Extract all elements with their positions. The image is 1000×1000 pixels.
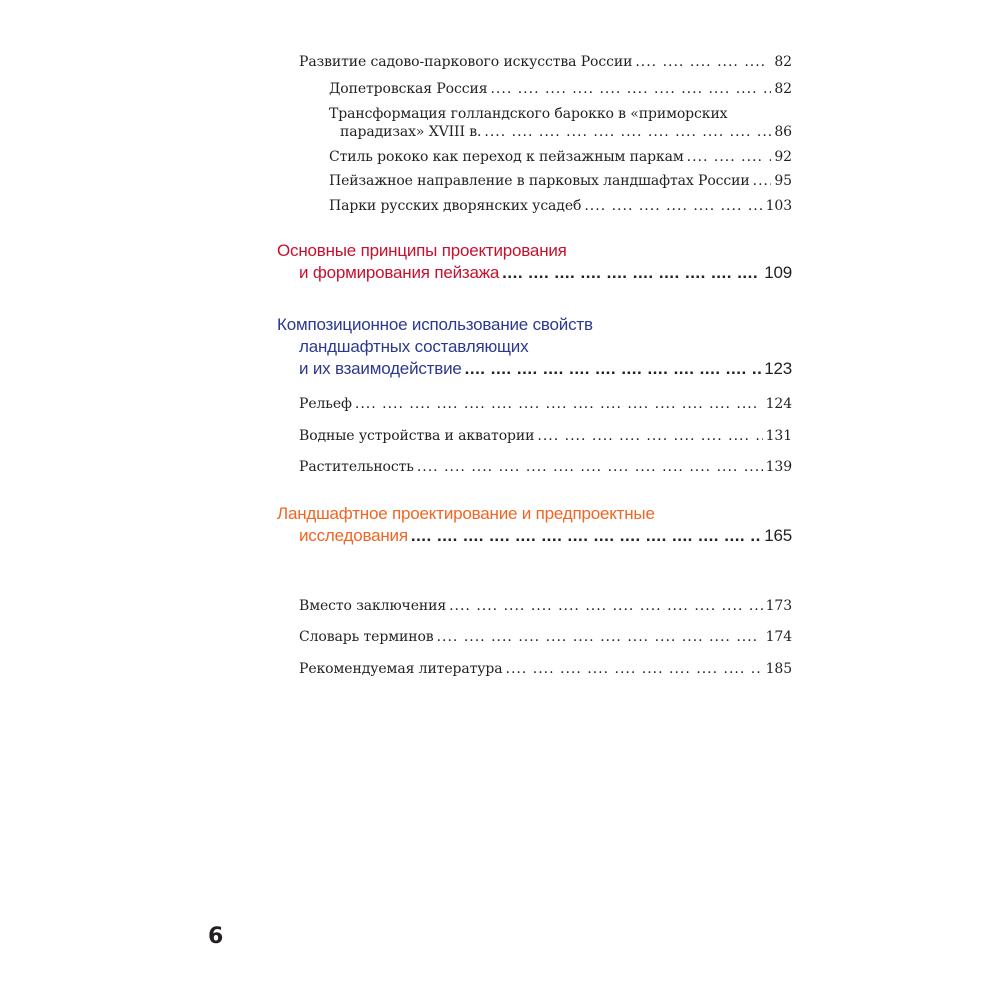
toc-entry-dutch-baroque-line1: Трансформация голландского барокко в «приморских bbox=[329, 106, 728, 122]
toc-chapter-design-principles bbox=[299, 263, 792, 283]
toc-chapter-page: 123 bbox=[764, 359, 792, 378]
toc-entry-relief bbox=[299, 396, 792, 412]
toc-leader-dots bbox=[490, 81, 771, 97]
toc-entry-conclusion bbox=[299, 598, 792, 614]
toc-entry-page: 92 bbox=[774, 149, 792, 165]
toc-entry-title: Развитие садово-паркового искусства России bbox=[299, 54, 633, 70]
toc-entry-title: Водные устройства и акватории bbox=[299, 428, 535, 444]
toc-entry-noble-estates bbox=[329, 198, 792, 214]
toc-leader-dots bbox=[411, 526, 761, 546]
toc-leader-dots bbox=[355, 396, 763, 412]
toc-leader-dots bbox=[506, 661, 763, 677]
toc-chapter-composition-line1: Композиционное использование свойств bbox=[277, 315, 593, 334]
toc-chapter-title: и формирования пейзажа bbox=[299, 263, 500, 282]
toc-leader-dots bbox=[417, 459, 763, 475]
toc-entry-literature bbox=[299, 661, 792, 677]
toc-leader-dots bbox=[449, 598, 763, 614]
toc-entry-title: Парки русских дворянских усадеб bbox=[329, 198, 582, 214]
toc-chapter-composition bbox=[299, 359, 792, 379]
toc-chapter-design-principles-line1: Основные принципы проектирования bbox=[277, 241, 567, 260]
toc-entry-garden-art-russia bbox=[299, 54, 792, 70]
toc-leader-dots bbox=[753, 173, 772, 189]
toc-entry-title: Словарь терминов bbox=[299, 629, 434, 645]
toc-entry-page: 86 bbox=[774, 124, 792, 140]
toc-entry-title: парадизах» XVIII в. bbox=[340, 124, 482, 140]
toc-entry-title: Рекомендуемая литература bbox=[299, 661, 503, 677]
toc-entry-page: 185 bbox=[765, 661, 792, 677]
toc-leader-dots bbox=[635, 54, 771, 70]
toc-entry-pre-petrine-russia bbox=[329, 81, 792, 97]
page-number: 6 bbox=[208, 924, 224, 949]
toc-entry-dutch-baroque bbox=[340, 124, 792, 140]
toc-entry-page: 139 bbox=[765, 459, 792, 475]
toc-entry-page: 173 bbox=[765, 598, 792, 614]
toc-leader-dots bbox=[537, 428, 762, 444]
toc-entry-title: Вместо заключения bbox=[299, 598, 447, 614]
toc-chapter-page: 109 bbox=[764, 263, 792, 282]
toc-entry-page: 82 bbox=[774, 54, 792, 70]
toc-leader-dots bbox=[484, 124, 771, 140]
toc-leader-dots bbox=[584, 198, 762, 214]
toc-entry-page: 174 bbox=[765, 629, 792, 645]
toc-entry-page: 124 bbox=[765, 396, 792, 412]
toc-entry-page: 103 bbox=[765, 198, 792, 214]
toc-entry-title: Растительность bbox=[299, 459, 414, 475]
toc-chapter-title: исследования bbox=[299, 526, 408, 545]
toc-chapter-page: 165 bbox=[764, 526, 792, 545]
toc-entry-title: Стиль рококо как переход к пейзажным паркам bbox=[329, 149, 684, 165]
toc-chapter-composition-line2: ландшафтных составляющих bbox=[299, 337, 529, 356]
toc-entry-rococo-style bbox=[329, 149, 792, 165]
toc-chapter-landscape-design bbox=[299, 526, 792, 546]
toc-leader-dots bbox=[687, 149, 772, 165]
toc-entry-title: Рельеф bbox=[299, 396, 352, 412]
toc-leader-dots bbox=[437, 629, 763, 645]
toc-entry-water-features bbox=[299, 428, 792, 444]
toc-chapter-landscape-design-line1: Ландшафтное проектирование и предпроектные bbox=[277, 504, 655, 523]
toc-leader-dots bbox=[465, 359, 762, 379]
toc-entry-vegetation bbox=[299, 459, 792, 475]
toc-entry-page: 95 bbox=[774, 173, 792, 189]
toc-entry-glossary bbox=[299, 629, 792, 645]
toc-entry-title: Пейзажное направление в парковых ландшафтах России bbox=[329, 173, 750, 189]
toc-chapter-title: и их взаимодействие bbox=[299, 359, 462, 378]
toc-leader-dots bbox=[502, 263, 761, 283]
toc-entry-title: Допетровская Россия bbox=[329, 81, 488, 97]
toc-entry-page: 82 bbox=[774, 81, 792, 97]
toc-entry-page: 131 bbox=[765, 428, 792, 444]
toc-entry-landscape-direction bbox=[329, 173, 792, 189]
